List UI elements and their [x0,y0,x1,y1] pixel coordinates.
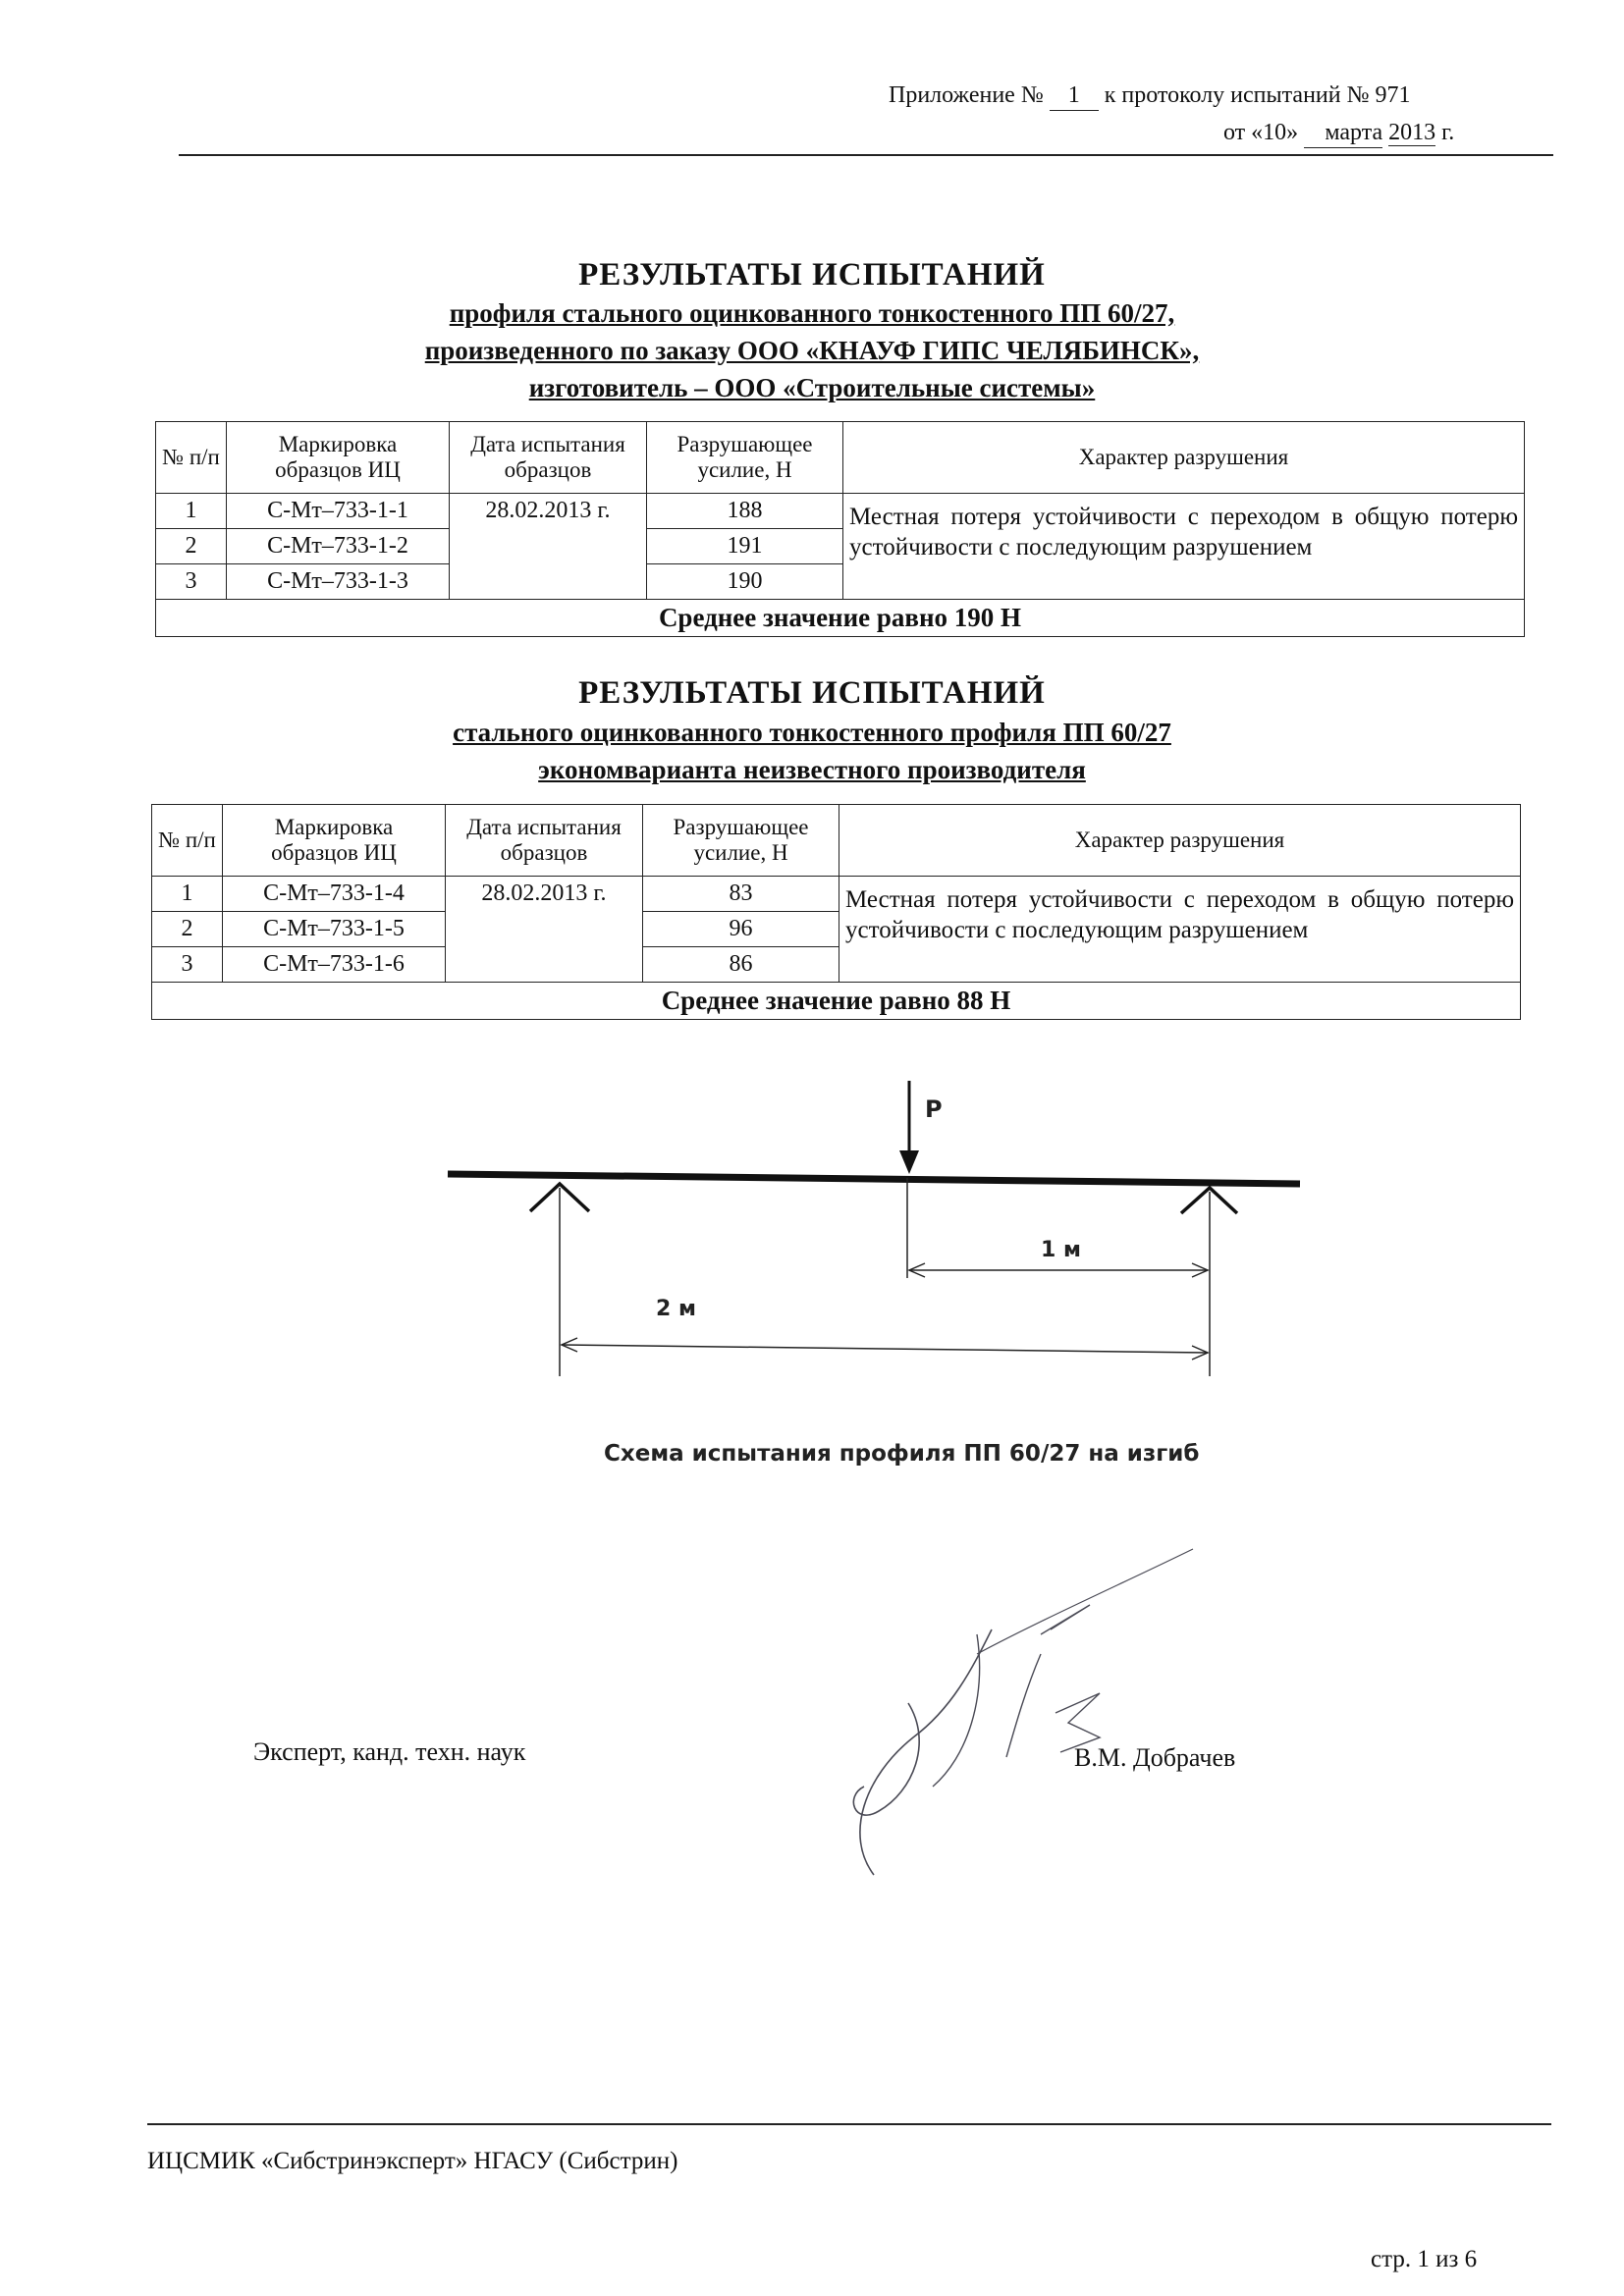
expert-role: Эксперт, канд. техн. наук [253,1737,526,1766]
footer-organization: ИЦСМИК «Сибстринэксперт» НГАСУ (Сибстрин) [147,2148,678,2174]
table-row: 1 С-Мт–733-1-4 28.02.2013 г. 83 Местная потеря устойчивости с переходом в общую потерю устойчивости с последующим разрушением [152,877,1521,912]
section2-title: РЕЗУЛЬТАТЫ ИСПЫТАНИЙ [578,675,1046,711]
average-value: Среднее значение равно 88 Н [152,983,1521,1020]
short-span-label: 1 м [1041,1238,1081,1262]
col-character: Характер разрушения [839,805,1521,877]
results-table-1 [155,421,1525,637]
col-num: № п/п [156,422,227,494]
beam [448,1174,1300,1184]
col-marking: Маркировка образцов ИЦ [227,422,450,494]
expert-name: В.М. Добрачев [1074,1743,1236,1772]
full-span-label: 2 м [656,1297,696,1321]
col-marking: Маркировка образцов ИЦ [223,805,446,877]
average-value: Среднее значение равно 190 Н [156,600,1525,637]
appendix-line: Приложение № 1 к протоколу испытаний № 971 [889,80,1411,111]
load-label: P [925,1095,943,1123]
table-header-row [152,805,1521,877]
results-table-2 [151,804,1521,1020]
protocol-number: 971 [1375,82,1411,108]
col-force: Разрушающее усилие, Н [643,805,839,877]
full-span-dimension [562,1345,1208,1353]
table-row: 3 С-Мт–733-1-3 190 [156,564,1525,600]
diagram-caption: Схема испытания профиля ПП 60/27 на изгиб [604,1441,1200,1467]
col-num: № п/п [152,805,223,877]
test-date: 28.02.2013 г. [450,494,647,600]
table-row: 2 С-Мт–733-1-2 191 [156,529,1525,564]
section1-subtitle-3: изготовитель – ООО «Строительные системы» [528,373,1096,402]
section2-subtitle-2: экономварианта неизвестного производителя [538,755,1086,784]
failure-character: Местная потеря устойчивости с переходом в общую потерю устойчивости с последующим разрушением [843,494,1525,600]
load-arrow-head [899,1150,919,1174]
appendix-number: 1 [1050,80,1099,111]
page-number: стр. 1 из 6 [1371,2246,1478,2272]
table-row: 3 С-Мт–733-1-6 86 [152,947,1521,983]
footer-rule [147,2123,1551,2125]
section2-subtitle-1: стального оцинкованного тонкостенного профиля ПП 60/27 [453,718,1171,747]
col-character: Характер разрушения [843,422,1525,494]
failure-character: Местная потеря устойчивости с переходом в общую потерю устойчивости с последующим разрушением [839,877,1521,983]
col-date: Дата испытания образцов [446,805,643,877]
col-date: Дата испытания образцов [450,422,647,494]
bending-test-diagram [0,1060,1624,1472]
protocol-date: от «10» марта 2013 г. [1223,118,1454,148]
section1-subtitle-2: произведенного по заказу ООО «КНАУФ ГИПС ЧЕЛЯБИНСК», [424,336,1200,365]
header-rule [179,154,1553,156]
table-header-row [156,422,1525,494]
col-force: Разрушающее усилие, Н [647,422,843,494]
signature-mark [805,1541,1218,1895]
average-row [156,600,1525,637]
section1-subtitle-1: профиля стального оцинкованного тонкостенного ПП 60/27, [449,298,1175,328]
average-row [152,983,1521,1020]
section1-title: РЕЗУЛЬТАТЫ ИСПЫТАНИЙ [578,257,1046,293]
table-row: 1 С-Мт–733-1-1 28.02.2013 г. 188 Местная потеря устойчивости с переходом в общую потерю устойчивости с последующим разрушением [156,494,1525,529]
test-date: 28.02.2013 г. [446,877,643,983]
table-row: 2 С-Мт–733-1-5 96 [152,912,1521,947]
